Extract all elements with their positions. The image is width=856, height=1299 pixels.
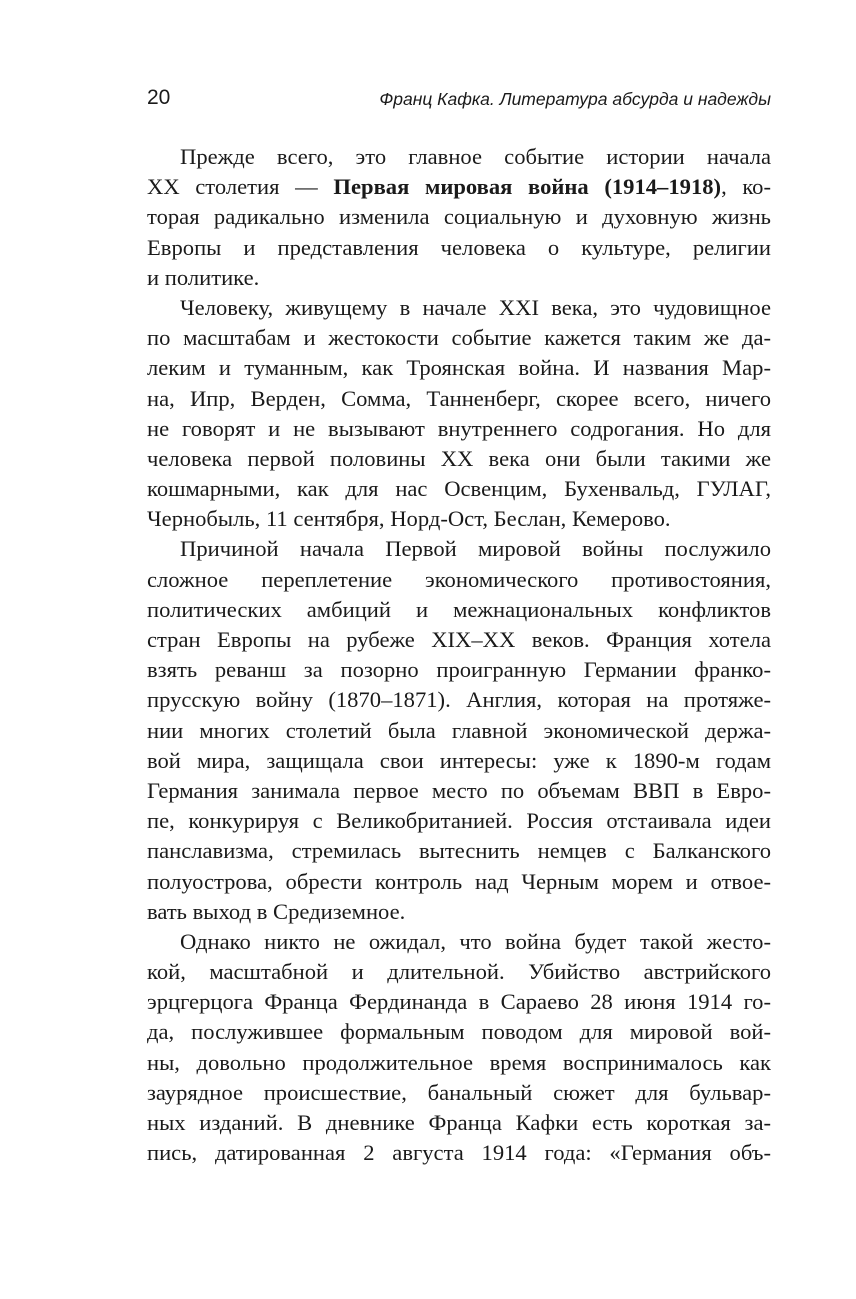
text-line: Европы и представления человека о культуре, религии <box>147 234 771 260</box>
paragraph-1 <box>147 142 771 293</box>
text-line: кошмарными, как для нас Освенцим, Бухенвальд, ГУЛАГ, <box>147 476 771 502</box>
text-line: панславизма, стремилась вытеснить немцев с Балканского <box>147 838 771 864</box>
paragraph-3 <box>147 534 771 926</box>
text-line: Однако никто не ожидал, что война будет такой жесто- <box>180 928 771 954</box>
text-line: ны, довольно продолжительное время воспринималось как <box>147 1049 771 1075</box>
text-line: да, послужившее формальным поводом для мировой вой- <box>147 1019 771 1045</box>
text-line: торая радикально изменила социальную и духовную жизнь <box>147 204 771 230</box>
running-title: Франц Кафка. Литература абсурда и надежды <box>379 89 771 109</box>
text-line: Человеку, живущему в начале XXI века, это чудовищное <box>180 294 771 320</box>
paragraph-2 <box>147 293 771 535</box>
text-line: пе, конкурируя с Великобританией. Россия отстаивала идеи <box>147 808 771 834</box>
text-line: Прежде всего, это главное событие истории начала <box>180 144 771 169</box>
text-line: Причиной начала Первой мировой войны послужило <box>180 536 771 562</box>
text-line: эрцгерцога Франца Фердинанда в Сараево 28 июня 1914 го- <box>147 989 771 1015</box>
page-number: 20 <box>147 86 171 109</box>
text-line: по масштабам и жестокости событие кажется таким же да- <box>147 325 771 351</box>
text-line: пись, датированная 2 августа 1914 года: «Германия объ- <box>147 1140 771 1166</box>
text-line: сложное переплетение экономического противостояния, <box>147 566 771 592</box>
text-line: на, Ипр, Верден, Сомма, Танненберг, скорее всего, ничего <box>147 385 771 411</box>
text-line: прусскую войну (1870–1871). Англия, которая на протяже- <box>147 687 771 713</box>
text-line: человека первой половины XX века они были такими же <box>147 445 771 471</box>
text-line: XX столетия — Первая мировая война (1914–1918), ко- <box>147 174 772 200</box>
text-line: политических амбиций и межнациональных конфликтов <box>147 596 771 622</box>
text-line: полуострова, обрести контроль над Черным морем и отвое- <box>147 868 771 894</box>
text-line: леким и туманным, как Троянская война. И названия Мар- <box>147 355 771 381</box>
text-line: Германия занимала первое место по объемам ВВП в Евро- <box>147 777 771 803</box>
text-line: не говорят и не вызывают внутреннего содрогания. Но для <box>147 415 771 441</box>
text-line: вать выход в Средиземное. <box>147 898 406 924</box>
text-line: Чернобыль, 11 сентября, Норд-Ост, Беслан, Кемерово. <box>147 506 671 532</box>
text-line: стран Европы на рубеже XIX–XX веков. Франция хотела <box>147 627 771 652</box>
text-line: и политике. <box>147 264 260 290</box>
body-text <box>147 142 771 1168</box>
running-head <box>147 84 771 112</box>
bold-term: Первая мировая война (1914–1918) <box>333 174 722 200</box>
text-line: нии многих столетий была главной экономической держа- <box>147 717 771 743</box>
text-line: заурядное происшествие, банальный сюжет для бульвар- <box>147 1079 771 1105</box>
text-line: взять реванш за позорно проигранную Германии франко- <box>147 657 771 683</box>
text-line: ных изданий. В дневнике Франца Кафки есть короткая за- <box>147 1110 771 1135</box>
text-line: вой мира, защищала свои интересы: уже к 1890-м годам <box>147 747 771 773</box>
paragraph-4 <box>147 927 771 1169</box>
text-line: кой, масштабной и длительной. Убийство австрийского <box>147 959 771 985</box>
